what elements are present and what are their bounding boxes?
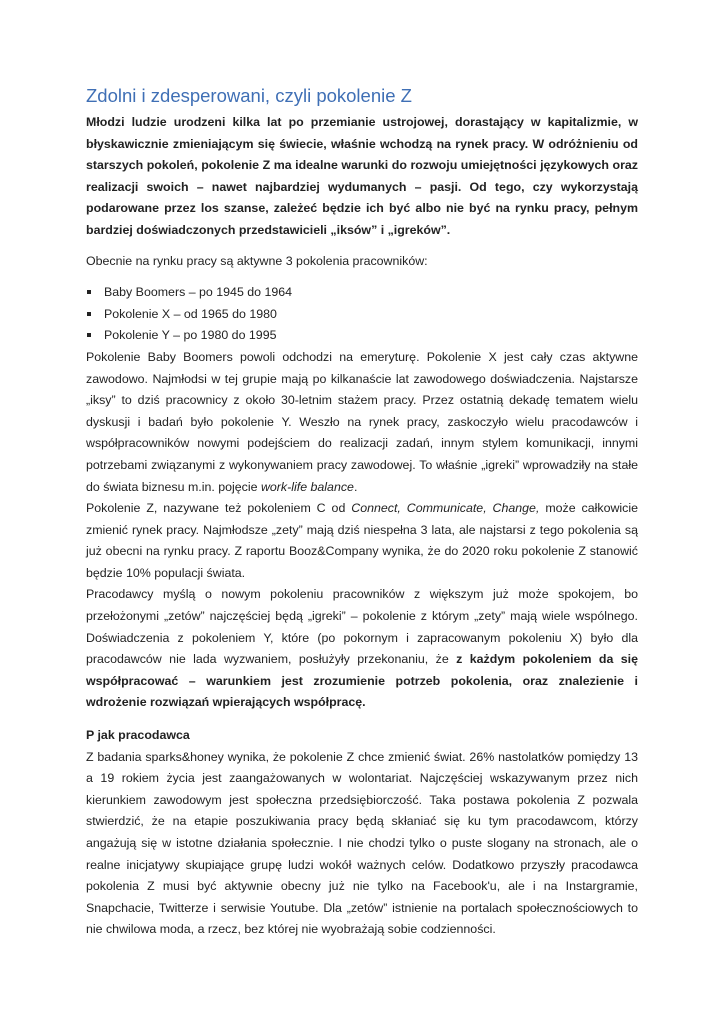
paragraph-end: . <box>353 479 358 494</box>
paragraph-text: Pracodawcy myślą o nowym pokoleniu pracowników z większym już może spokojem, bo przełożonymi „zetów” najczęściej będą „igreki” – pokolenie z którym „zety” mają wiele wspólnego. Doświadczenia z pokoleniem Y, które (po pokornym i zapracowanym pokoleniu X) było dla pracodawców nie lada wyzwaniem, posłużyły przekonaniu, że <box>86 587 638 667</box>
bold-conclusion: z każdym pokoleniem da się współpracować – warunkiem jest zrozumienie potrzeb pokolenia, oraz znalezienie i wdrożenie rozwiązań wpierających współpracę. <box>86 652 638 710</box>
paragraph-generation-z <box>86 498 638 584</box>
paragraph-text: Pokolenie Baby Boomers powoli odchodzi na emeryturę. Pokolenie X jest cały czas aktywne zawodowo. Najmłodsi w tej grupie mają po kilkanaście lat zawodowego doświadczenia. Najstarsze „iksy” to dziś pracownicy z około 30-letnim stażem pracy. Przez ostatnią dekadę tematem wielu dyskusji i badań było pokolenie Y. Weszło na rynek pracy, zaskoczyło wielu pracodawców i współpracowników nowymi podejściem do realizacji zadań, innym stylem komunikacji, innymi potrzebami związanymi z wykonywaniem pracy zawodowej. To właśnie „igreki” wprowadziły na stałe do świata biznesu m.in. pojęcie <box>86 349 638 494</box>
generations-list <box>86 282 638 347</box>
paragraph-generations <box>86 347 638 498</box>
lead-paragraph: Młodzi ludzie urodzeni kilka lat po przemianie ustrojowej, dorastający w kapitalizmie, w błyskawicznie zmieniającym się świecie, właśnie wchodzą na rynek pracy. W odróżnieniu od starszych pokoleń, pokolenie Z ma idealne warunki do rozwoju umiejętności językowych oraz realizacji swoich – nawet najbardziej wydumanych – pasji. Od tego, czy wykorzystają podarowane przez los szanse, zależeć będzie ich być albo nie być na rynku pracy, pełnym bardziej doświadczonych przedstawicieli „iksów” i „igreków”. <box>86 115 638 237</box>
list-item: Baby Boomers – po 1945 do 1964 <box>86 282 638 304</box>
paragraph-text: Pokolenie Z, nazywane też pokoleniem C od <box>86 501 352 516</box>
paragraph-employer-section: Z badania sparks&honey wynika, że pokolenie Z chce zmienić świat. 26% nastolatków pomiędzy 13 a 19 rokiem życia jest zaangażowanych w wolontariat. Najczęściej wskazywanym przez nich kierunkiem zawodowym jest społeczna przedsiębiorczość. Taka postawa pokolenia Z pozwala stwierdzić, że na etapie poszukiwania pracy będą skłaniać się ku tym pracodawcom, którzy angażują się w istotne działania społecznie. I nie chodzi tylko o puste slogany na stronach, ale o realne inicjatywy skupiające grupę ludzi wokół ważnych celów. Dodatkowo przyszły pracodawca pokolenia Z musi być aktywnie obecny już nie tylko na Facebook'u, ale i na Instargramie, Snapchacie, Twitterze i serwisie Youtube. Dla „zetów” istnienie na portalach społecznościowych to nie chwilowa moda, a rzecz, bez której nie wyobrażają sobie codzienności. <box>86 749 638 937</box>
intro-paragraph: Obecnie na rynku pracy są aktywne 3 pokolenia pracowników: <box>86 253 428 268</box>
paragraph-employers <box>86 584 638 714</box>
list-item: Pokolenie X – od 1965 do 1980 <box>86 304 638 326</box>
paragraph-text: może całkowicie zmienić rynek pracy. Najmłodsze „zety” mają dziś niespełna 3 lata, ale najstarsi z tego pokolenia są już obecni na rynku pracy. Z raportu Booz&Company wynika, że do 2020 roku pokolenie Z stanowić będzie 10% populacji świata. <box>86 501 638 580</box>
list-item: Pokolenie Y – po 1980 do 1995 <box>86 325 638 347</box>
italic-term: Connect, Communicate, Change, <box>351 501 540 516</box>
article-title: Zdolni i zdesperowani, czyli pokolenie Z <box>86 85 412 106</box>
section-heading: P jak pracodawca <box>86 728 190 743</box>
italic-term: work-life balance <box>260 479 354 494</box>
